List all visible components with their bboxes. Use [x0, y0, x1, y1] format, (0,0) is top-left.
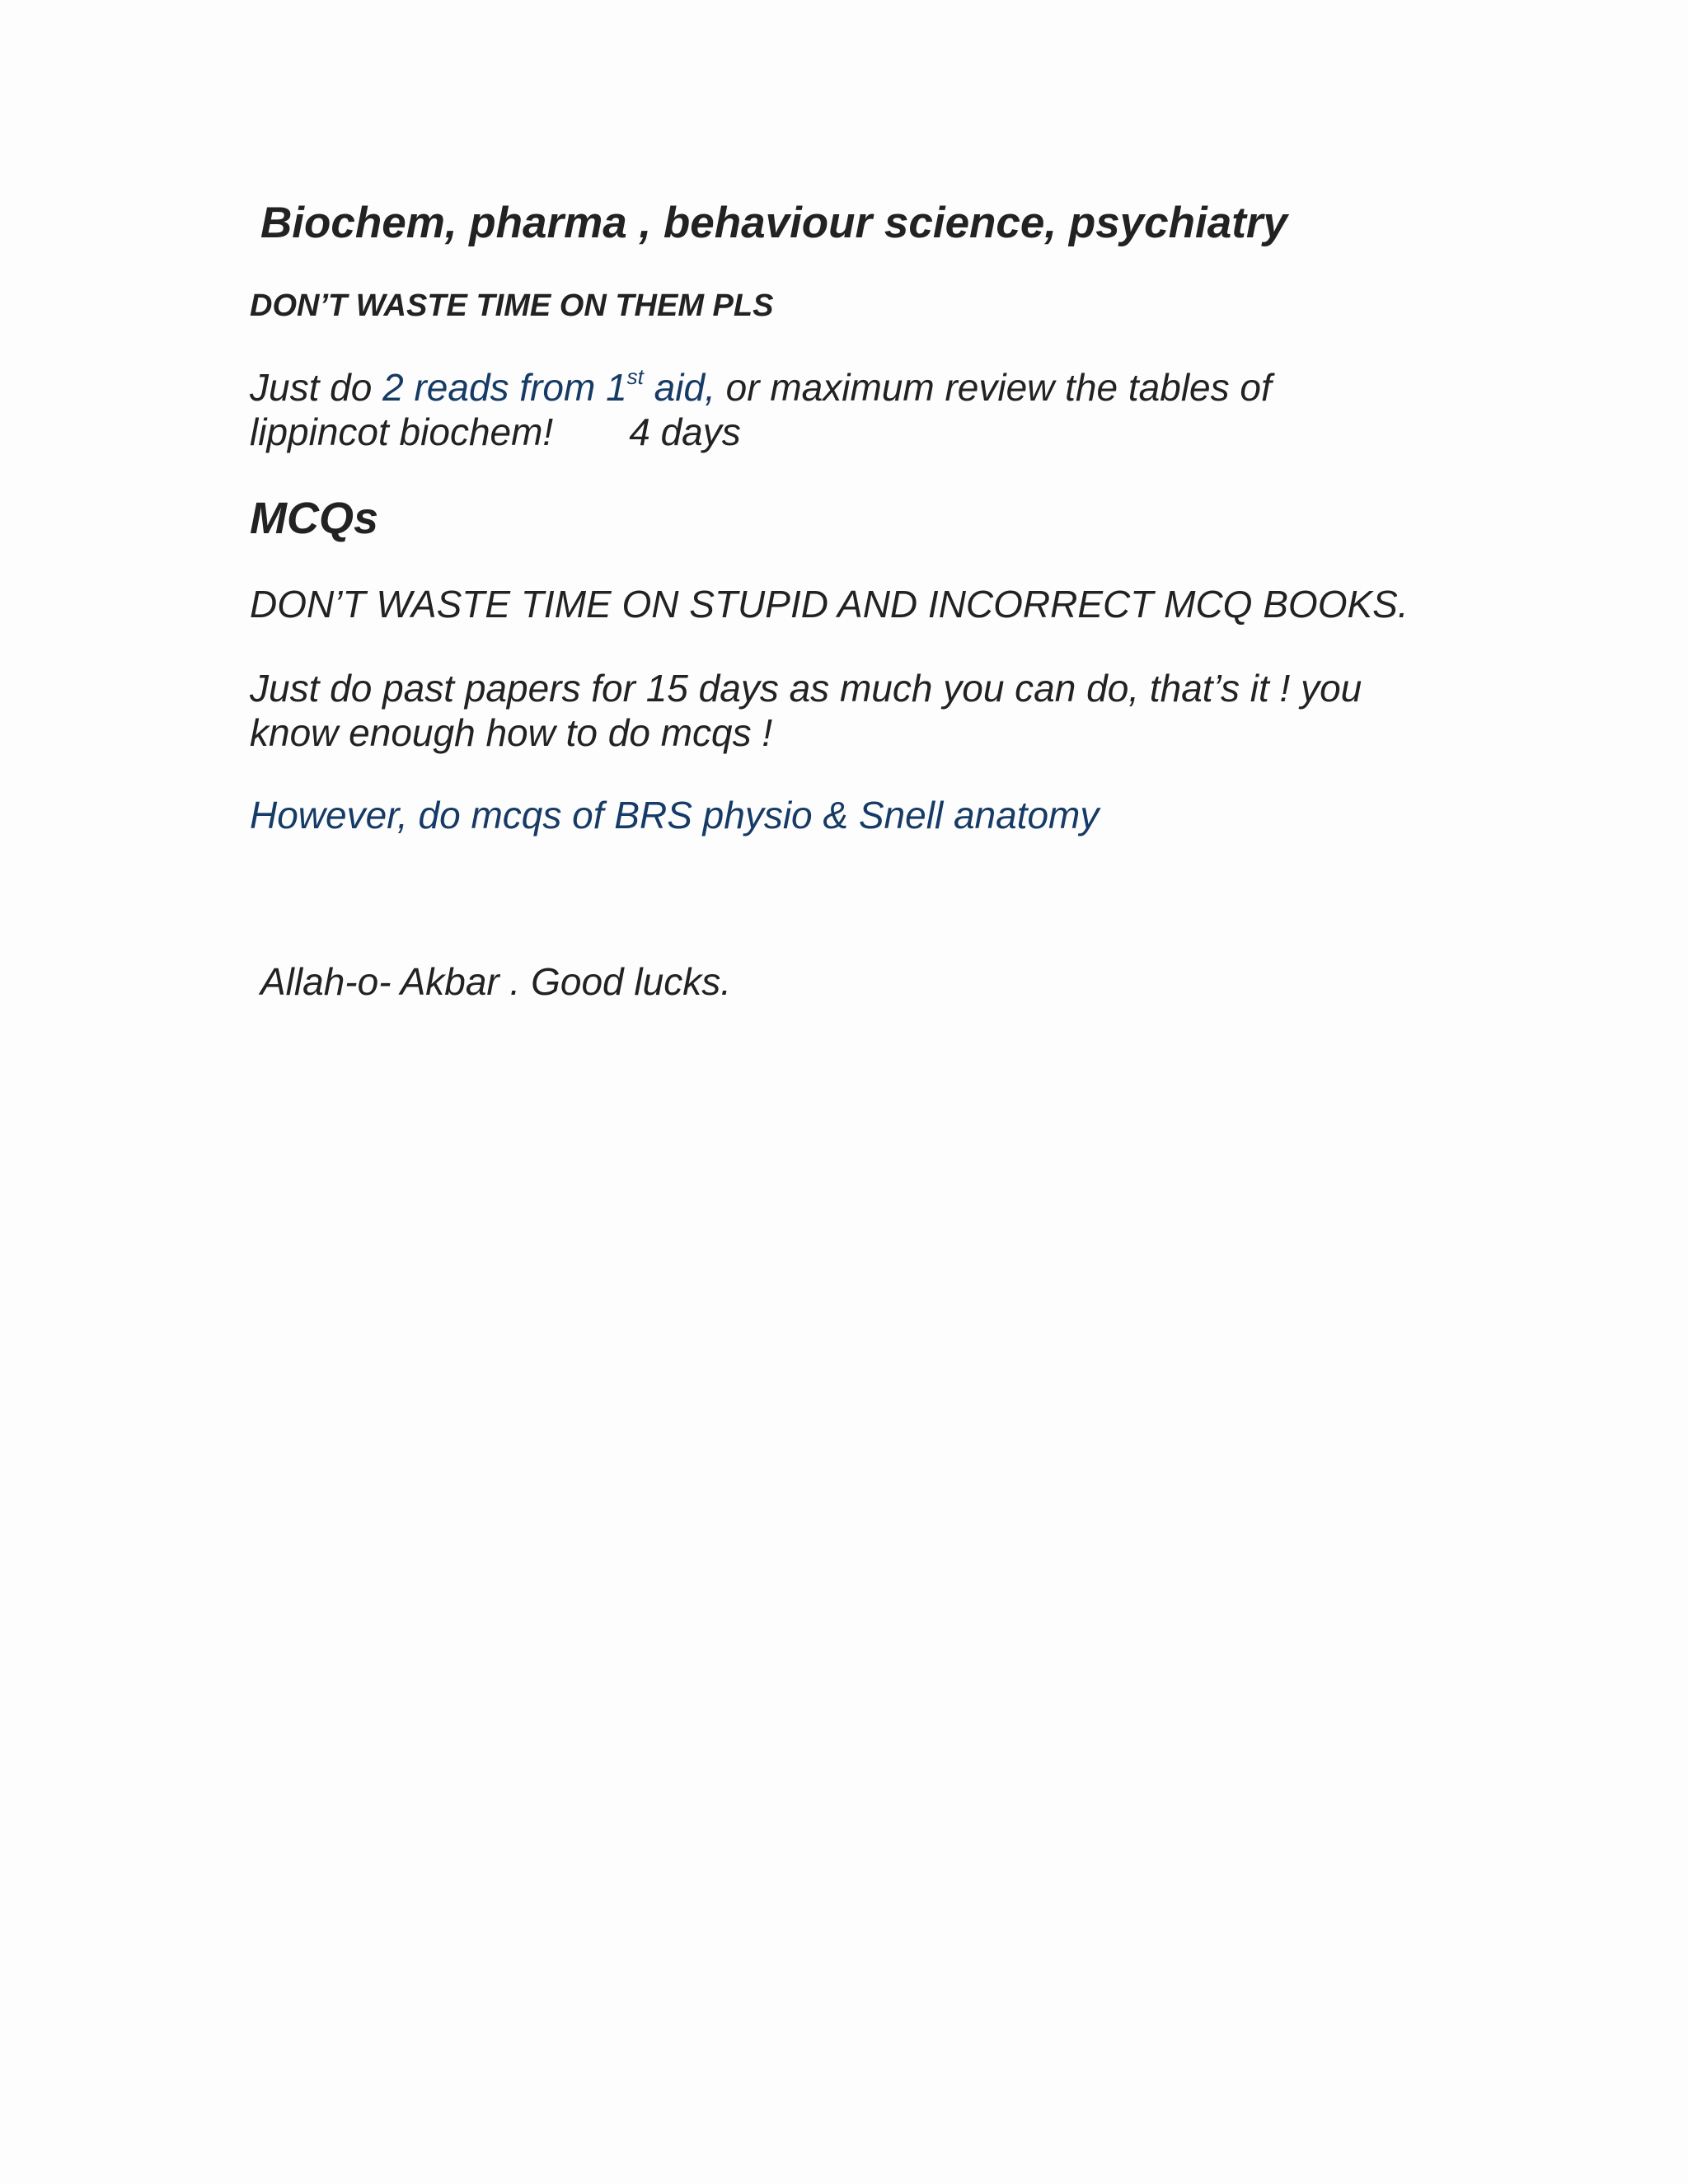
advice-prefix: Just do — [250, 366, 383, 409]
ordinal-superscript: st — [626, 364, 644, 389]
advice-line2-text: lippincot biochem! — [250, 410, 554, 453]
advice-paragraph-line-1 — [250, 365, 1272, 410]
mcq-warning-paragraph: DON’T WASTE TIME ON STUPID AND INCORRECT MCQ BOOKS. — [250, 583, 1409, 626]
past-papers-line-1: Just do past papers for 15 days as much you can do, that’s it ! you — [250, 667, 1362, 710]
advice-paragraph-line-2 — [250, 410, 741, 454]
warning-subheading: DON’T WASTE TIME ON THEM PLS — [250, 288, 774, 323]
page-heading: Biochem, pharma , behaviour science, psychiatry — [260, 199, 1287, 247]
section-title-mcqs: MCQs — [250, 494, 379, 543]
past-papers-line-2: know enough how to do mcqs ! — [250, 711, 773, 754]
recommended-mcqs-paragraph: However, do mcqs of BRS physio & Snell anatomy — [250, 794, 1100, 837]
closing-line: Allah-o- Akbar . Good lucks. — [260, 960, 731, 1003]
advice-highlight — [382, 366, 715, 409]
duration-label: 4 days — [629, 410, 741, 453]
advice-suffix: or maximum review the tables of — [715, 366, 1272, 409]
advice-highlight-end: aid, — [643, 366, 715, 409]
advice-highlight-text: 2 reads from 1 — [382, 366, 627, 409]
